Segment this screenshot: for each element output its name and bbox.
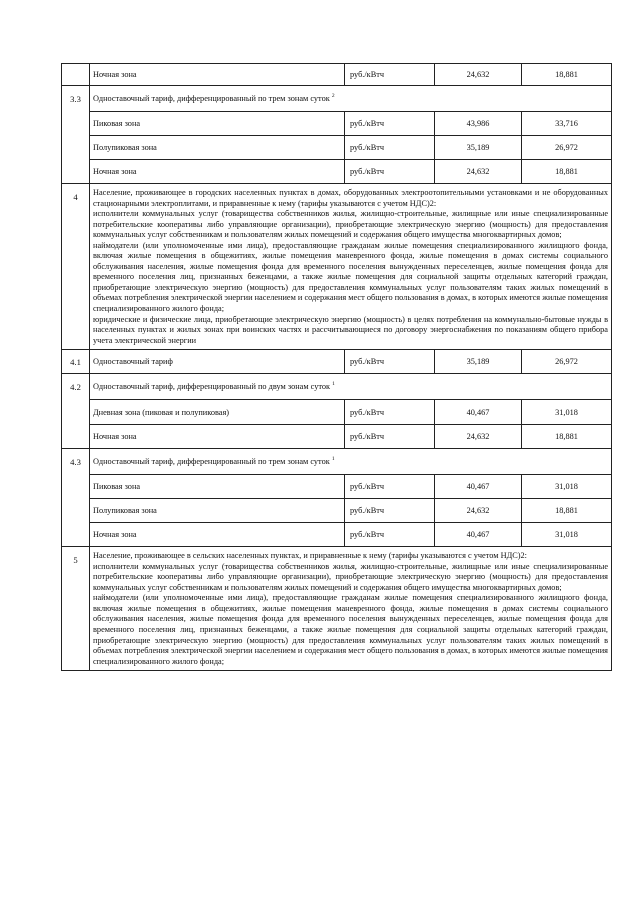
table-row <box>62 136 612 160</box>
row-label: Пиковая зона <box>90 475 345 499</box>
value-cell-1: 40,467 <box>435 523 522 547</box>
section-number: 4 <box>62 184 90 350</box>
value-cell-1: 40,467 <box>435 400 522 425</box>
table-row <box>62 400 612 425</box>
unit-cell: руб./кВтч <box>345 160 435 184</box>
row-number: 4.1 <box>62 350 90 374</box>
row-label: Дневная зона (пиковая и полупиковая) <box>90 400 345 425</box>
value-cell-2: 26,972 <box>522 136 612 160</box>
value-cell-2: 31,018 <box>522 475 612 499</box>
table-row <box>62 64 612 86</box>
section-number: 4.3 <box>62 449 90 547</box>
unit-cell: руб./кВтч <box>345 400 435 425</box>
section-number: 4.2 <box>62 374 90 449</box>
table-row <box>62 475 612 499</box>
footnote-mark: 2 <box>331 93 335 99</box>
table-row <box>62 425 612 449</box>
row-label: Ночная зона <box>90 425 345 449</box>
unit-cell: руб./кВтч <box>345 499 435 523</box>
paragraph: наймодатели (или уполномоченные ими лица), предоставляющие гражданам жилые помещения специализированного жилищного фонда, включая жилые помещения в общежитиях, жилые помещения маневренного фонда, жилые помещения в домах системы социального обслуживания населения, жилые помещения фонда для временного поселения вынужденных переселенцев, жилые помещения фонда для временного поселения лиц, признанных беженцами, а также жилые помещения для социальной защиты отдельных категорий граждан, приобретающие электрическую энергию (мощность) для предоставления коммунальных услуг пользователям таких жилых помещений в объемах потребления электрической энергии населением и содержания мест общего пользования в домах, в которых имеются жилые помещения специализированного жилого фонда; <box>93 240 608 314</box>
unit-cell: руб./кВтч <box>345 350 435 374</box>
value-cell-2: 31,018 <box>522 523 612 547</box>
section-title-cell <box>90 374 612 400</box>
value-cell-1: 24,632 <box>435 499 522 523</box>
unit-cell: руб./кВтч <box>345 523 435 547</box>
row-label: Ночная зона <box>90 523 345 547</box>
value-cell-1: 35,189 <box>435 136 522 160</box>
footnote-mark: 1 <box>332 381 335 388</box>
section-description <box>90 547 612 671</box>
section-header-row <box>62 449 612 475</box>
section-title-cell <box>90 86 612 112</box>
value-cell-2: 18,881 <box>522 160 612 184</box>
paragraph: наймодатели (или уполномоченные ими лица), предоставляющие гражданам жилые помещения специализированного жилищного фонда, включая жилые помещения в общежитиях, жилые помещения маневренного фонда, жилые помещения в домах системы социального обслуживания населения, жилые помещения фонда для временного поселения вынужденных переселенцев, жилые помещения фонда для временного поселения лиц, признанных беженцами, а также жилые помещения для социальной защиты отдельных категорий граждан, приобретающие электрическую энергию (мощность) для предоставления коммунальных услуг пользователям таких жилых помещений в объемах потребления электрической энергии населением и содержания мест общего пользования в домах, в которых имеются жилые помещения специализированного жилого фонда; <box>93 593 608 666</box>
unit-cell: руб./кВтч <box>345 136 435 160</box>
row-number-cell <box>62 64 90 86</box>
tariff-table <box>61 63 612 671</box>
paragraph: Население, проживающее в городских населенных пунктах в домах, оборудованных электроотопительными установками и не оборудованных стационарными электроплитами, и приравненные к нему (тарифы указываются с учетом НДС)2: <box>93 188 608 208</box>
section-title-cell <box>90 449 612 475</box>
value-cell-1: 24,632 <box>435 425 522 449</box>
paragraph: Население, проживающее в сельских населенных пунктах, и приравненные к нему (тарифы указываются с учетом НДС)2: <box>93 551 527 561</box>
paragraph: юридические и физические лица, приобретающие электрическую энергию (мощность) в целях потребления на коммунально-бытовые нужды в населенных пунктах и жилых зонах при воинских частях и рассчитывающиеся по договору энергоснабжения по показаниям общего прибора учета электрической энергии <box>93 314 608 345</box>
row-label: Одноставочный тариф <box>90 350 345 374</box>
section-title: Одноставочный тариф, дифференцированный по трем зонам суток <box>93 94 330 103</box>
value-cell-2: 33,716 <box>522 112 612 136</box>
unit-cell: руб./кВтч <box>345 64 435 86</box>
table-row <box>62 112 612 136</box>
section-number: 3.3 <box>62 86 90 184</box>
value-cell-1: 43,986 <box>435 112 522 136</box>
table-row <box>62 499 612 523</box>
row-label: Пиковая зона <box>90 112 345 136</box>
value-cell-2: 18,881 <box>522 499 612 523</box>
unit-cell: руб./кВтч <box>345 425 435 449</box>
paragraph: исполнители коммунальных услуг (товарищества собственников жилья, жилищно-строительные, жилищные или иные специализированные потребительские кооперативы либо управляющие организации), приобретающие электрическую энергию (мощность) для предоставления коммунальных услуг собственникам и пользователям жилых помещений и содержания общего имущества многоквартирных домов; <box>93 561 608 592</box>
row-label: Ночная зона <box>90 64 345 86</box>
row-label: Ночная зона <box>90 160 345 184</box>
value-cell-1: 40,467 <box>435 475 522 499</box>
value-cell-1: 35,189 <box>435 350 522 374</box>
row-label: Полупиковая зона <box>90 499 345 523</box>
value-cell-1: 24,632 <box>435 160 522 184</box>
section-description <box>90 184 612 350</box>
value-cell-1: 24,632 <box>435 64 522 86</box>
section-title: Одноставочный тариф, дифференцированный по трем зонам суток <box>93 457 330 467</box>
footnote-mark: 1 <box>331 456 335 463</box>
section-header-row <box>62 86 612 112</box>
row-label: Полупиковая зона <box>90 136 345 160</box>
section-description-row <box>62 547 612 671</box>
table-row <box>62 523 612 547</box>
paragraph: исполнители коммунальных услуг (товарищества собственников жилья, жилищно-строительные, жилищные или иные специализированные потребительские кооперативы либо управляющие организации), приобретающие электрическую энергию (мощность) для предоставления коммунальных услуг собственникам и пользователям жилых помещений и содержания общего имущества многоквартирных домов; <box>93 209 608 240</box>
table-row <box>62 350 612 374</box>
table-row <box>62 160 612 184</box>
section-header-row <box>62 374 612 400</box>
value-cell-2: 26,972 <box>522 350 612 374</box>
value-cell-2: 18,881 <box>522 64 612 86</box>
section-number: 5 <box>62 547 90 671</box>
value-cell-2: 18,881 <box>522 425 612 449</box>
value-cell-2: 31,018 <box>522 400 612 425</box>
section-title: Одноставочный тариф, дифференцированный по двум зонам суток <box>93 382 331 392</box>
unit-cell: руб./кВтч <box>345 475 435 499</box>
unit-cell: руб./кВтч <box>345 112 435 136</box>
section-description-row <box>62 184 612 350</box>
